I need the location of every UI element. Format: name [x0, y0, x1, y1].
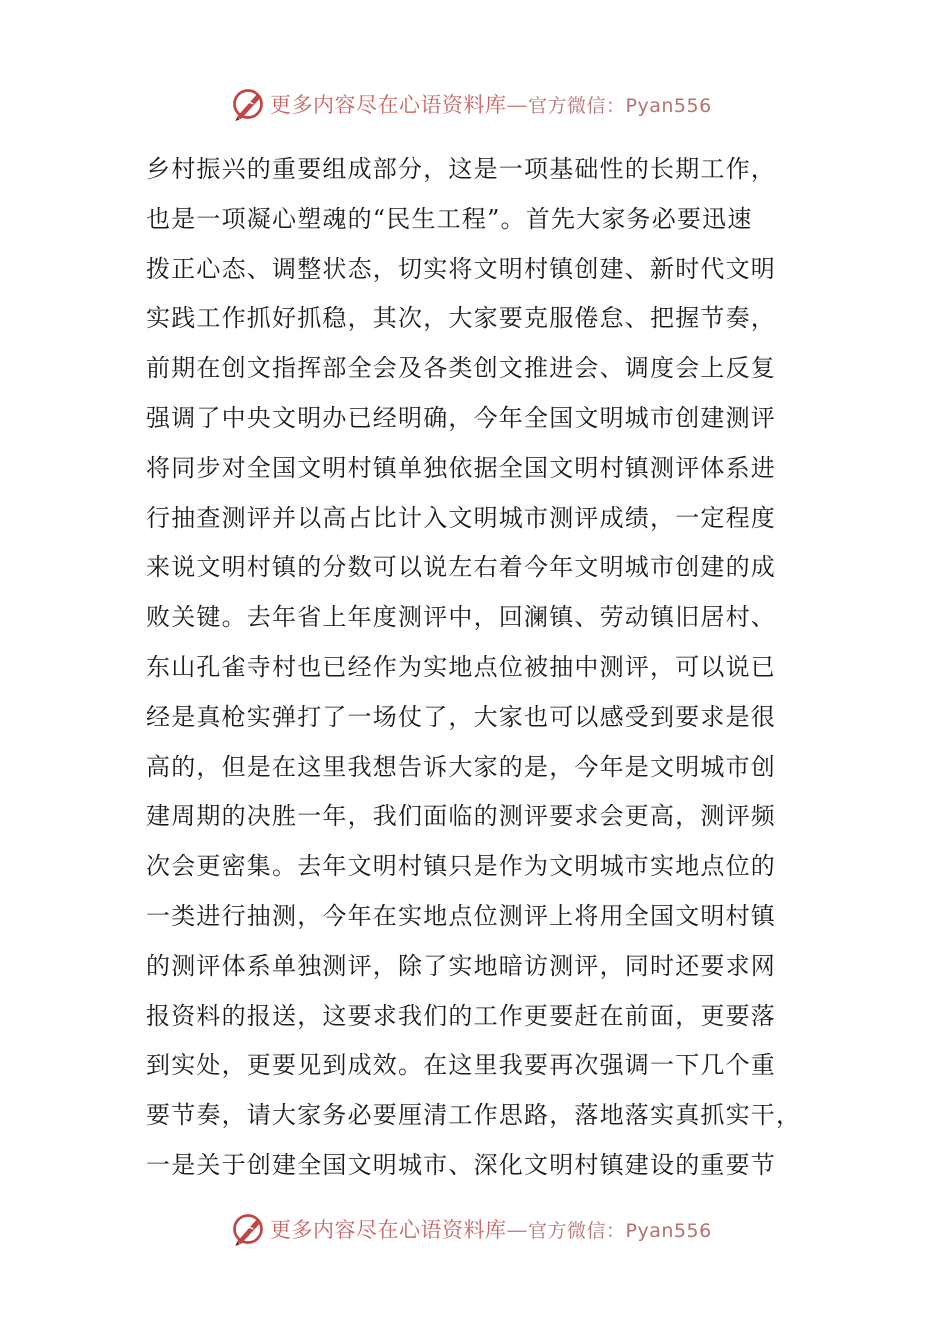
body-line: 次会更密集。去年文明村镇只是作为文明城市实地点位的 — [146, 852, 776, 881]
footer-watermark — [230, 1209, 712, 1249]
watermark-brand: 更多内容尽在心语资料库 — [270, 93, 507, 117]
body-line: 前期在创文指挥部全会及各类创文推进会、调度会上反复 — [146, 354, 776, 383]
body-line: 乡村振兴的重要组成部分，这是一项基础性的长期工作， — [146, 155, 776, 183]
body-line: 报资料的报送，这要求我们的工作更要赶在前面，更要落 — [146, 1001, 776, 1030]
body-line: 要节奏，请大家务必要厘清工作思路，落地落实真抓实干， — [146, 1101, 802, 1130]
body-line: 行抽查测评并以高占比计入文明城市测评成绩，一定程度 — [146, 503, 776, 532]
body-line: 将同步对全国文明村镇单独依据全国文明村镇测评体系进 — [146, 453, 776, 482]
body-line: 高的，但是在这里我想告诉大家的是，今年是文明城市创 — [146, 752, 776, 781]
document-body — [146, 145, 816, 1191]
header-watermark — [230, 84, 712, 124]
watermark-contact: 官方微信：Pyan556 — [528, 1220, 712, 1242]
body-line: 一是关于创建全国文明城市、深化文明村镇建设的重要节 — [146, 1150, 776, 1179]
body-line: 经是真枪实弹打了一场仗了，大家也可以感受到要求是很 — [146, 702, 776, 731]
body-line: 建周期的决胜一年，我们面临的测评要求会更高，测评频 — [146, 802, 776, 831]
body-line: 拨正心态、调整状态，切实将文明村镇创建、新时代文明 — [146, 254, 776, 283]
watermark-dash: — — [506, 1218, 528, 1242]
body-line: 一类进行抽测，今年在实地点位测评上将用全国文明村镇 — [146, 901, 776, 930]
watermark-brand: 更多内容尽在心语资料库 — [270, 1218, 507, 1242]
body-line: 东山孔雀寺村也已经作为实地点位被抽中测评，可以说已 — [146, 652, 776, 681]
body-line: 也是一项凝心塑魂的“民生工程”。首先大家务必要迅速 — [146, 204, 753, 233]
pen-logo-icon — [230, 1211, 266, 1247]
body-line: 实践工作抓好抓稳，其次，大家要克服倦怠、把握节奏， — [146, 304, 776, 333]
pen-logo-icon — [230, 86, 266, 122]
watermark-dash: — — [506, 93, 528, 117]
body-line: 败关键。去年省上年度测评中，回澜镇、劳动镇旧居村、 — [146, 603, 776, 632]
body-line: 来说文明村镇的分数可以说左右着今年文明城市创建的成 — [146, 553, 776, 582]
watermark-contact: 官方微信：Pyan556 — [528, 95, 712, 117]
body-line: 到实处，更要见到成效。在这里我要再次强调一下几个重 — [146, 1051, 776, 1080]
body-line: 的测评体系单独测评，除了实地暗访测评，同时还要求网 — [146, 951, 776, 980]
body-line: 强调了中央文明办已经明确，今年全国文明城市创建测评 — [146, 403, 776, 432]
